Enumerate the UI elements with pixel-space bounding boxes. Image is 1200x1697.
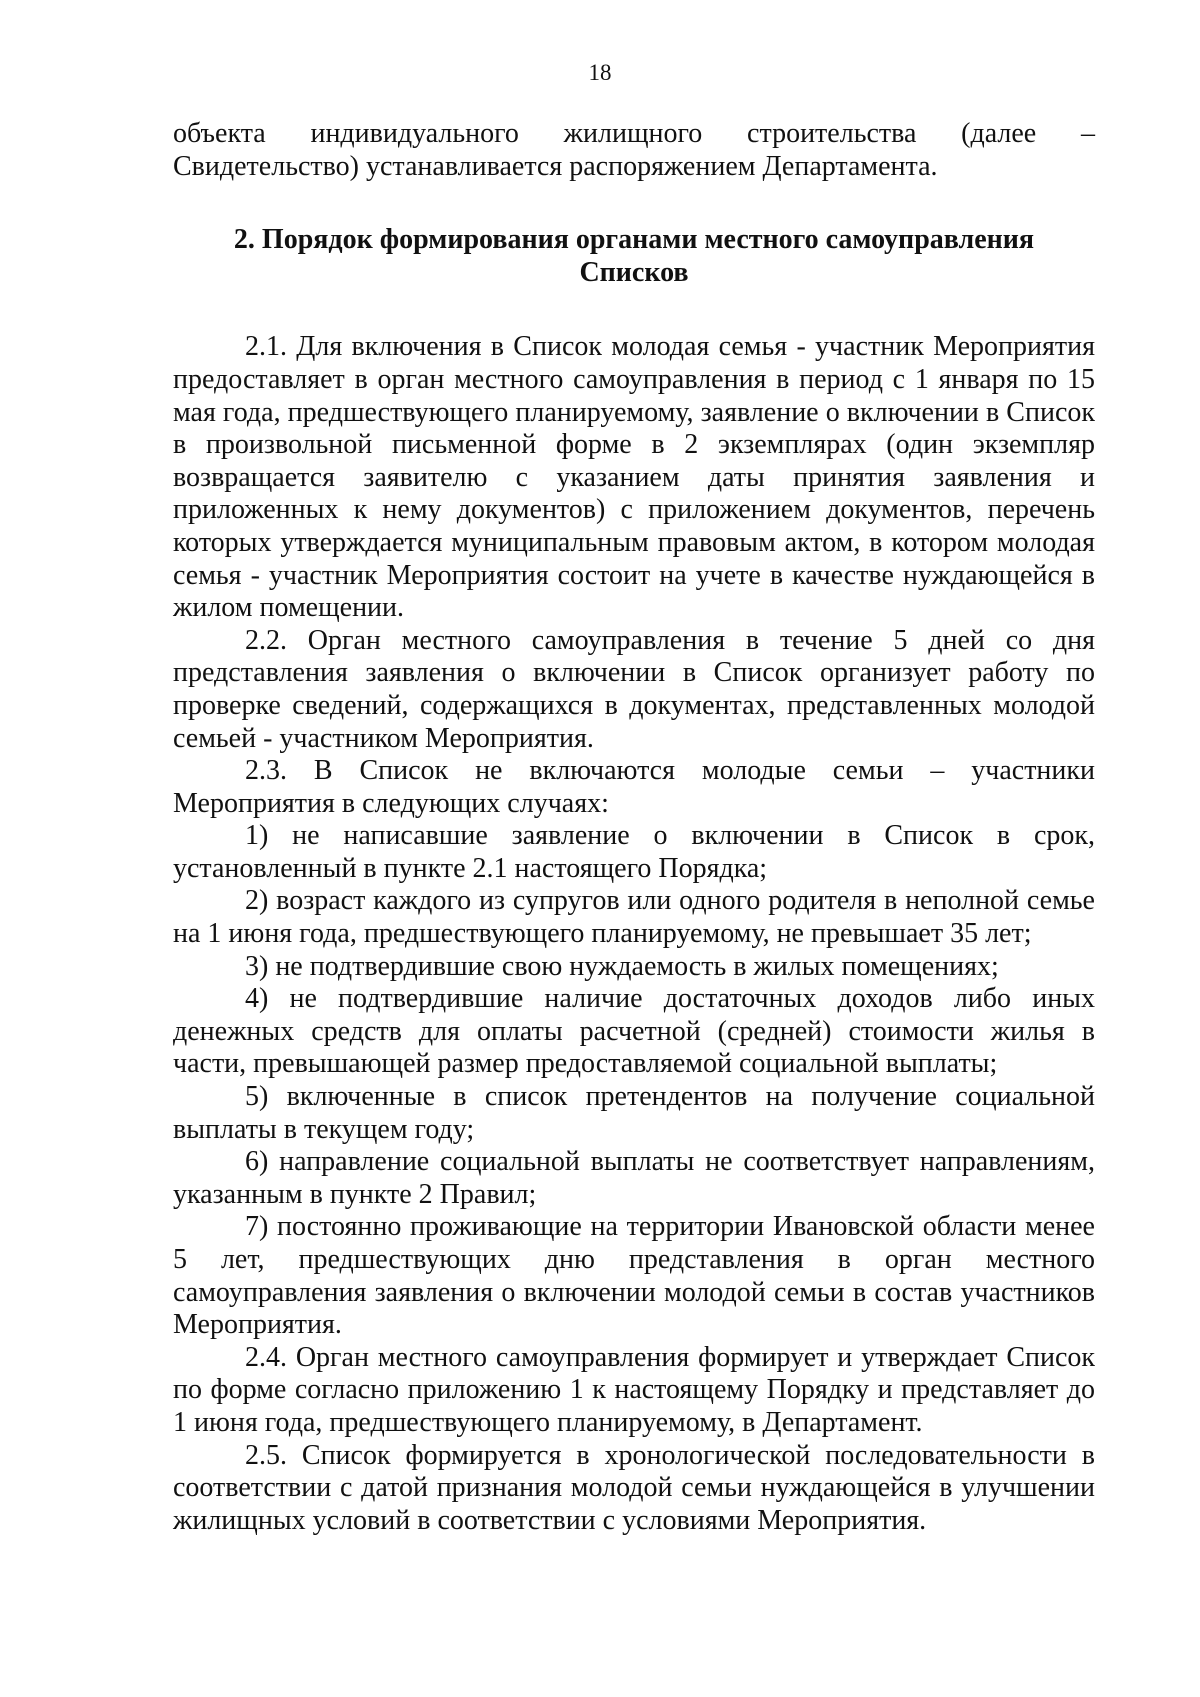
paragraph-2-3: 2.3. В Список не включаются молодые семьи – участники Мероприятия в следующих случаях: [173, 755, 1095, 819]
paragraph-2-1: 2.1. Для включения в Список молодая семья - участник Мероприятия предоставляет в орган местного самоуправления в период с 1 января по 15 мая года, предшествующего планируемому, заявление о включении в Список в произвольной письменной форме в 2 экземплярах (один экземпляр возвращается заявителю с указанием даты принятия заявления и приложенных к нему документов) с приложением документов, перечень которых утверждается муниципальным правовым актом, в котором молодая семья - участник Мероприятия состоит на учете в качестве нуждающейся в жилом помещении. [173, 331, 1095, 624]
paragraph-2-2: 2.2. Орган местного самоуправления в течение 5 дней со дня представления заявления о включении в Список организует работу по проверке сведений, содержащихся в документах, представленных молодой семьей - участником Мероприятия. [173, 624, 1095, 754]
section-heading-line-2: Списков [579, 256, 689, 288]
list-item-1: 1) не написавшие заявление о включении в Список в срок, установленный в пункте 2.1 настоящего Порядка; [173, 820, 1095, 884]
list-item-4: 4) не подтвердившие наличие достаточных доходов либо иных денежных средств для оплаты расчетной (средней) стоимости жилья в части, превышающей размер предоставляемой социальной выплаты; [173, 983, 1095, 1080]
intro-line-1: объекта индивидуального жилищного строительства (далее – [173, 118, 1095, 149]
intro-line-2: Свидетельство) устанавливается распоряжением Департамента. [173, 150, 938, 182]
list-item-3: 3) не подтвердившие свою нуждаемость в жилых помещениях; [245, 950, 999, 982]
page-number: 18 [588, 60, 612, 85]
paragraph-2-5: 2.5. Список формируется в хронологической последовательности в соответствии с датой признания молодой семьи нуждающейся в улучшении жилищных условий в соответствии с условиями Мероприятия. [173, 1439, 1095, 1536]
list-item-7: 7) постоянно проживающие на территории Ивановской области менее 5 лет, предшествующих дню представления в орган местного самоуправления заявления о включении молодой семьи в состав участников Мероприятия. [173, 1211, 1095, 1341]
section-heading-line-1: 2. Порядок формирования органами местного самоуправления [233, 224, 1035, 256]
list-item-5: 5) включенные в список претендентов на получение социальной выплаты в текущем году; [173, 1081, 1095, 1145]
list-item-2: 2) возраст каждого из супругов или одного родителя в неполной семье на 1 июня года, предшествующего планируемому, не превышает 35 лет; [173, 885, 1095, 950]
paragraph-2-4: 2.4. Орган местного самоуправления формирует и утверждает Список по форме согласно приложению 1 к настоящему Порядку и представляет до 1 июня года, предшествующего планируемому, в Департамент. [173, 1341, 1095, 1438]
list-item-6: 6) направление социальной выплаты не соответствует направлениям, указанным в пункте 2 Правил; [173, 1146, 1095, 1210]
section-heading [173, 224, 1095, 289]
document-body [173, 118, 1095, 1537]
